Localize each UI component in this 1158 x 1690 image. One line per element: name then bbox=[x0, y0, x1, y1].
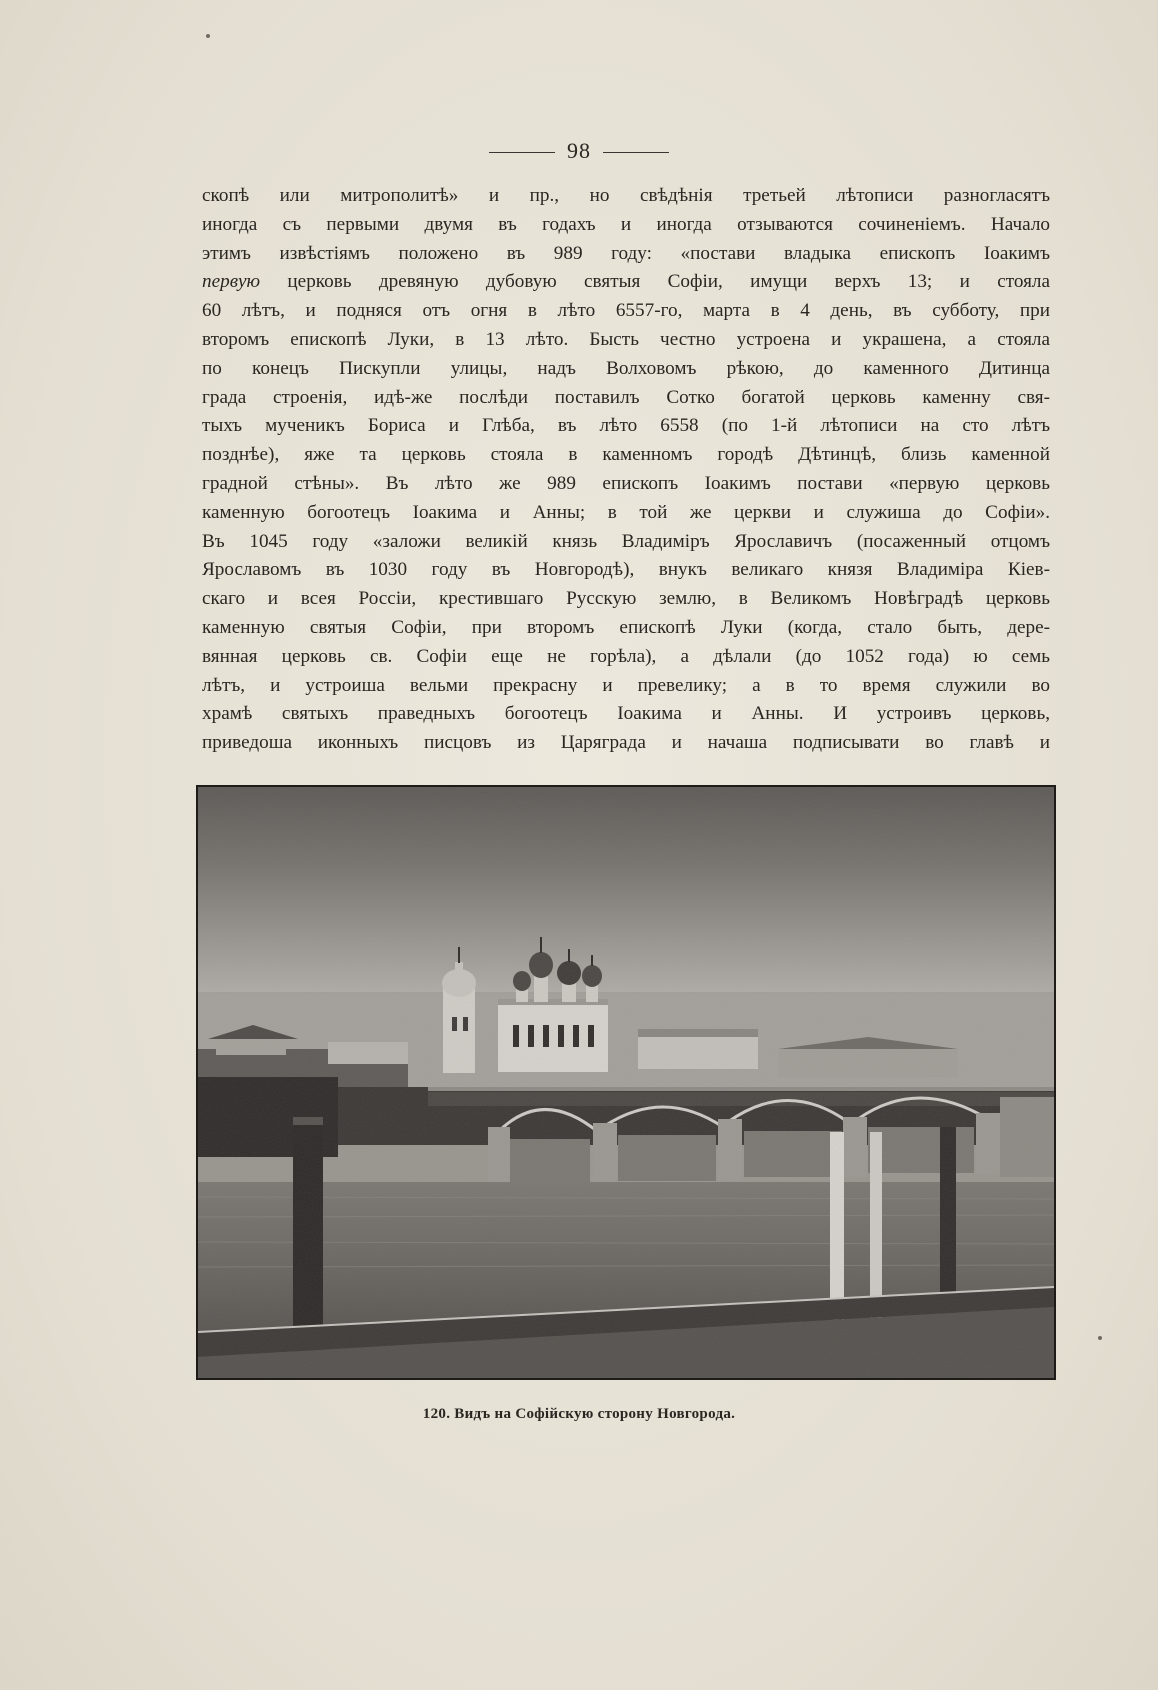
text-line: второмъ епископѣ Луки, в 13 лѣто. Бысть честно устроена и украшена, а стояла bbox=[202, 328, 1050, 350]
text-line: этимъ извѣстіямъ положено въ 989 году: «постави владыка епископъ Іоакимъ bbox=[202, 242, 1050, 264]
text-line: Въ 1045 году «заложи великій князь Владиміръ Ярославичъ (посаженный отцомъ bbox=[202, 530, 1050, 552]
page-number bbox=[0, 138, 1158, 164]
novgorod-view-photo bbox=[198, 787, 1054, 1378]
paper-speck bbox=[206, 34, 210, 38]
body-text bbox=[202, 182, 1050, 758]
page-number-dash-left bbox=[489, 152, 555, 153]
text-line: Ярославомъ въ 1030 году въ Новгородѣ), внукъ великаго князя Владиміра Кіев- bbox=[202, 559, 1050, 581]
text-line: храмѣ святыхъ праведныхъ богоотецъ Іоакима и Анны. И устроивъ церковь, bbox=[202, 703, 1050, 725]
photo-illustration bbox=[196, 785, 1056, 1380]
text-line: каменную богоотецъ Іоакима и Анны; в той же церкви и служиша до Софіи». bbox=[202, 501, 1050, 523]
paper-speck bbox=[1098, 1336, 1102, 1340]
figure-caption: 120. Видъ на Софійскую сторону Новгорода. bbox=[422, 1406, 736, 1422]
page-number-dash-right bbox=[603, 152, 669, 153]
text-line: первую церковь древяную дубовую святыя Софіи, имущи верхъ 13; и стояла bbox=[202, 271, 1050, 293]
text-line: приведоша иконныхъ писцовъ из Царяграда и начаша подписывати во главѣ и bbox=[202, 732, 1050, 754]
text-line: 60 лѣтъ, и подняся отъ огня в лѣто 6557-го, марта в 4 день, въ субботу, при bbox=[202, 300, 1050, 322]
text-line: лѣтъ, и устроиша вельми прекрасну и превелику; а в то время служили во bbox=[202, 674, 1050, 696]
text-line: по конецъ Пискупли улицы, надъ Волховомъ рѣкою, до каменного Дитинца bbox=[202, 357, 1050, 379]
text-line: позднѣе), яже та церковь стояла в каменномъ городѣ Дѣтинцѣ, близь каменной bbox=[202, 444, 1050, 466]
page-number-text: 98 bbox=[567, 138, 591, 163]
text-line: иногда съ первыми двумя въ годахъ и иногда отзываются сочиненіемъ. Начало bbox=[202, 213, 1050, 235]
text-line: тыхъ мученикъ Бориса и Глѣба, въ лѣто 6558 (по 1-й лѣтописи на сто лѣтъ bbox=[202, 415, 1050, 437]
text-line: града строенія, идѣ-же послѣди поставилъ Сотко богатой церковь каменну свя- bbox=[202, 386, 1050, 408]
text-line: вянная церковь св. Софіи еще не горѣла), а дѣлали (до 1052 года) ю семь bbox=[202, 645, 1050, 667]
text-line: скаго и всея Россіи, крестившаго Русскую землю, в Великомъ Новѣградѣ церковь bbox=[202, 588, 1050, 610]
italic-word: первую bbox=[202, 271, 261, 293]
text-line: скопѣ или митрополитѣ» и пр., но свѣдѣнія третьей лѣтописи разногласятъ bbox=[202, 185, 1050, 206]
text-line: каменную святыя Софіи, при второмъ епископѣ Луки (когда, стало быть, дере- bbox=[202, 616, 1050, 638]
text-line: градной стѣны». Въ лѣто же 989 епископъ Іоакимъ постави «первую церковь bbox=[202, 472, 1050, 494]
